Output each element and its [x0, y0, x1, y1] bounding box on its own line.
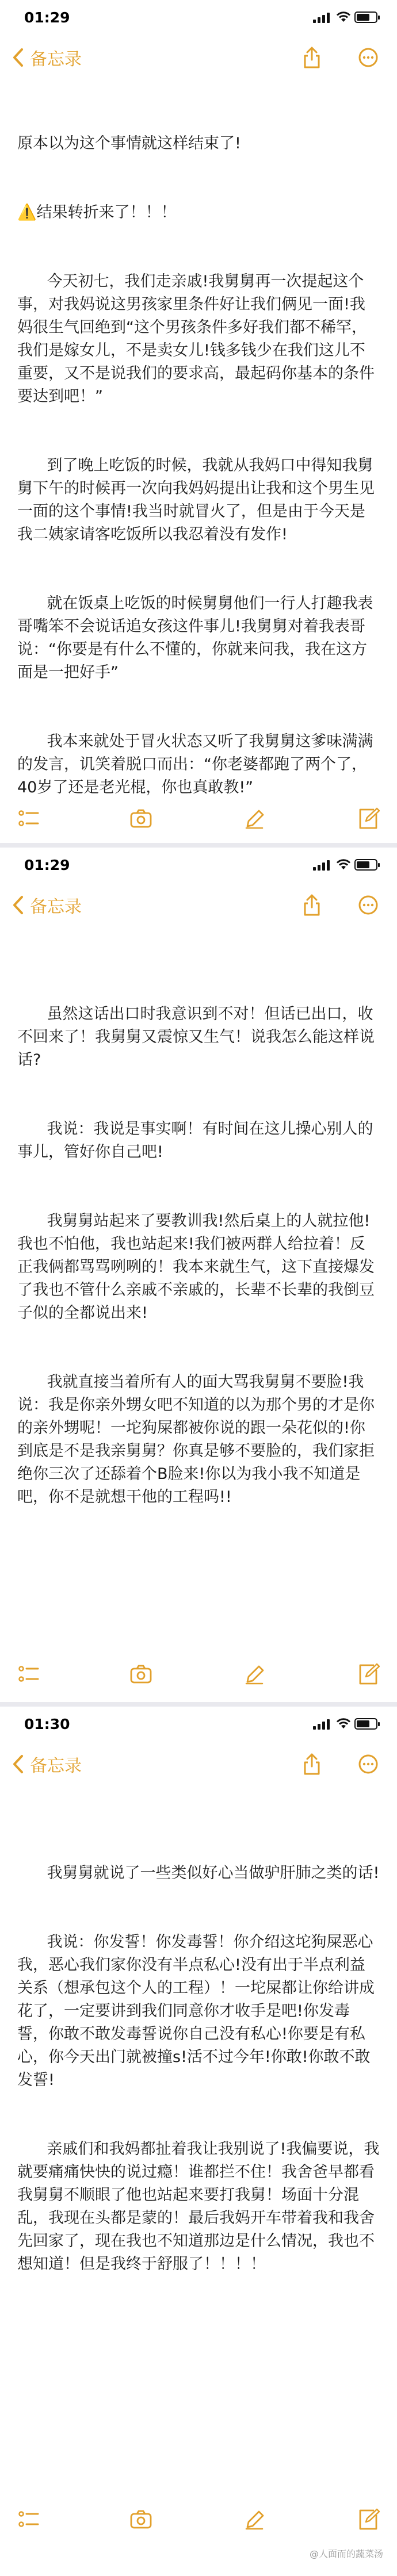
compose-icon[interactable]	[357, 1663, 380, 1686]
nav-bar	[0, 34, 397, 75]
share-icon[interactable]	[301, 1753, 322, 1776]
note-paragraph: 就在饭桌上吃饭的时候舅舅他们一行人打趣我表哥嘴笨不会说话追女孩这件事儿!我舅舅对着我表哥说：“你要是有什么不懂的，你就来问我，我在这方面是一把好手”	[17, 595, 373, 681]
camera-icon[interactable]	[129, 2508, 152, 2531]
back-button[interactable]	[12, 1753, 82, 1776]
note-paragraph: 亲戚们和我妈都扯着我让我别说了!我偏要说，我就要痛痛快快的说过瘾！谁都拦不住！我舍爸早都看我舅舅不顺眼了他也站起来要打我舅！场面十分混乱，我现在头都是蒙的！最后我妈开车带着我和我舍先回家了，现在我也不知道那边是什么情况，我也不想知道！但是我终于舒服了！！！！	[17, 2140, 380, 2273]
clock: 01:30	[24, 1716, 70, 1732]
compose-icon[interactable]	[357, 807, 380, 830]
note-body[interactable]	[17, 1816, 380, 2322]
clock: 01:29	[24, 9, 70, 26]
bottom-toolbar	[0, 1655, 397, 1695]
back-button[interactable]	[12, 46, 82, 69]
note-paragraph: 今天初七，我们走亲戚!我舅舅再一次提起这个事，对我妈说这男孩家里条件好让我们俩见一面!我妈很生气回绝到“这个男孩条件多好我们都不稀罕，我们是嫁女儿，不是卖女儿!钱多钱少在我们这儿不重要，又不是说我们的要求高，最起码你基本的条件要达到吧！”	[17, 273, 375, 405]
notes-screen-3	[0, 1707, 397, 2576]
cellular-signal-icon	[313, 1719, 331, 1730]
note-paragraph: 到了晚上吃饭的时候，我就从我妈口中得知我舅舅下午的时候再一次向我妈妈提出让我和这个男生见一面的这个事情!我当时就冒火了，但是由于今天是我二姨家请客吃饭所以我忍着没有发作!	[17, 457, 375, 543]
note-paragraph: 原本以为这个事情就这样结束了!	[17, 135, 241, 152]
markup-pen-icon[interactable]	[243, 1663, 266, 1686]
camera-icon[interactable]	[129, 807, 152, 830]
note-paragraph: 我舅舅就说了一些类似好心当做驴肝肺之类的话!	[17, 1864, 380, 1882]
chevron-left-icon	[12, 48, 24, 67]
nav-actions	[301, 45, 379, 70]
checklist-icon[interactable]	[17, 2508, 40, 2531]
watermark: @人面而的蔬菜汤	[309, 2548, 383, 2559]
nav-actions	[301, 1751, 379, 1777]
checklist-icon[interactable]	[17, 807, 40, 830]
back-label: 备忘录	[30, 897, 82, 917]
note-paragraph: 虽然这话出口时我意识到不对！但话已出口，收不回来了！我舅舅又震惊又生气！说我怎么能这样说话?	[17, 1005, 375, 1069]
markup-pen-icon[interactable]	[243, 2508, 266, 2531]
markup-pen-icon[interactable]	[243, 807, 266, 830]
chevron-left-icon	[12, 1754, 24, 1774]
status-bar	[0, 0, 397, 32]
note-body[interactable]	[17, 86, 380, 843]
status-bar	[0, 1707, 397, 1739]
system-indicators	[313, 10, 377, 24]
battery-icon	[354, 12, 377, 23]
status-bar	[0, 848, 397, 880]
battery-icon	[354, 859, 377, 871]
chevron-left-icon	[12, 895, 24, 915]
share-icon[interactable]	[301, 894, 322, 917]
note-paragraph: 我就直接当着所有人的面大骂我舅舅不要脸!我说：我是你亲外甥女吧不知道的以为那个男的才是你的亲外甥呢！一坨狗屎都被你说的跟一朵花似的!你到底是不是我亲舅舅？你真是够不要脸的，我们家拒绝你三次了还舔着个B脸来!你以为我小我不知道是吧，你不是就想干他的工程吗!!	[17, 1373, 375, 1506]
clock: 01:29	[24, 857, 70, 873]
notes-screen-1	[0, 0, 397, 843]
bottom-toolbar	[0, 2500, 397, 2540]
checklist-icon[interactable]	[17, 1663, 40, 1686]
bottom-toolbar	[0, 799, 397, 839]
back-button[interactable]	[12, 894, 82, 917]
battery-icon	[354, 1718, 377, 1730]
camera-icon[interactable]	[129, 1663, 152, 1686]
back-label: 备忘录	[30, 49, 82, 70]
wifi-icon	[336, 10, 351, 23]
share-icon[interactable]	[301, 46, 322, 69]
notes-screen-2	[0, 848, 397, 1702]
note-paragraph: 我舅舅站起来了要教训我!然后桌上的人就拉他!我也不怕他，我也站起来!我们被两群人给拉着！反正我俩都骂骂咧咧的！我本来就生气，这下直接爆发了我也不管什么亲戚不亲戚的，长辈不长辈的我倒豆子似的全都说出来!	[17, 1212, 375, 1322]
system-indicators	[313, 1717, 377, 1731]
back-label: 备忘录	[30, 1756, 82, 1776]
wifi-icon	[336, 1717, 351, 1730]
nav-actions	[301, 892, 379, 918]
cellular-signal-icon	[313, 860, 331, 871]
more-icon[interactable]	[358, 1753, 379, 1776]
compose-icon[interactable]	[357, 2508, 380, 2531]
note-paragraph: 我本来就处于冒火状态又听了我舅舅这爹味满满的发言，讥笑着脱口而出：“你老婆都跑了两个了，40岁了还是老光棍，你也真敢教!”	[17, 733, 373, 796]
wifi-icon	[336, 858, 351, 871]
screenshot-separator	[0, 843, 397, 848]
note-paragraph: 我说：我说是事实啊！有时间在这儿操心别人的事儿，管好你自己吧!	[17, 1120, 373, 1161]
nav-bar	[0, 882, 397, 922]
cellular-signal-icon	[313, 13, 331, 23]
screenshot-separator	[0, 1702, 397, 1707]
note-body[interactable]	[17, 957, 380, 1555]
note-paragraph: 我说：你发誓！你发毒誓！你介绍这坨狗屎恶心我，恶心我们家你没有半点私心!没有出于半点利益关系（想承包这个人的工程）！一坨屎都让你给讲成花了，一定要讲到我们同意你才收手是吧!你发毒誓，你敢不敢发毒誓说你自己没有私心!你要是有私心，你今天出门就被撞s!活不过今年!你敢!你敢不敢发誓!	[17, 1933, 375, 2089]
more-icon[interactable]	[358, 894, 379, 917]
system-indicators	[313, 858, 377, 872]
more-icon[interactable]	[358, 46, 379, 69]
nav-bar	[0, 1741, 397, 1781]
note-paragraph: ⚠️结果转折来了！！！	[17, 204, 177, 221]
